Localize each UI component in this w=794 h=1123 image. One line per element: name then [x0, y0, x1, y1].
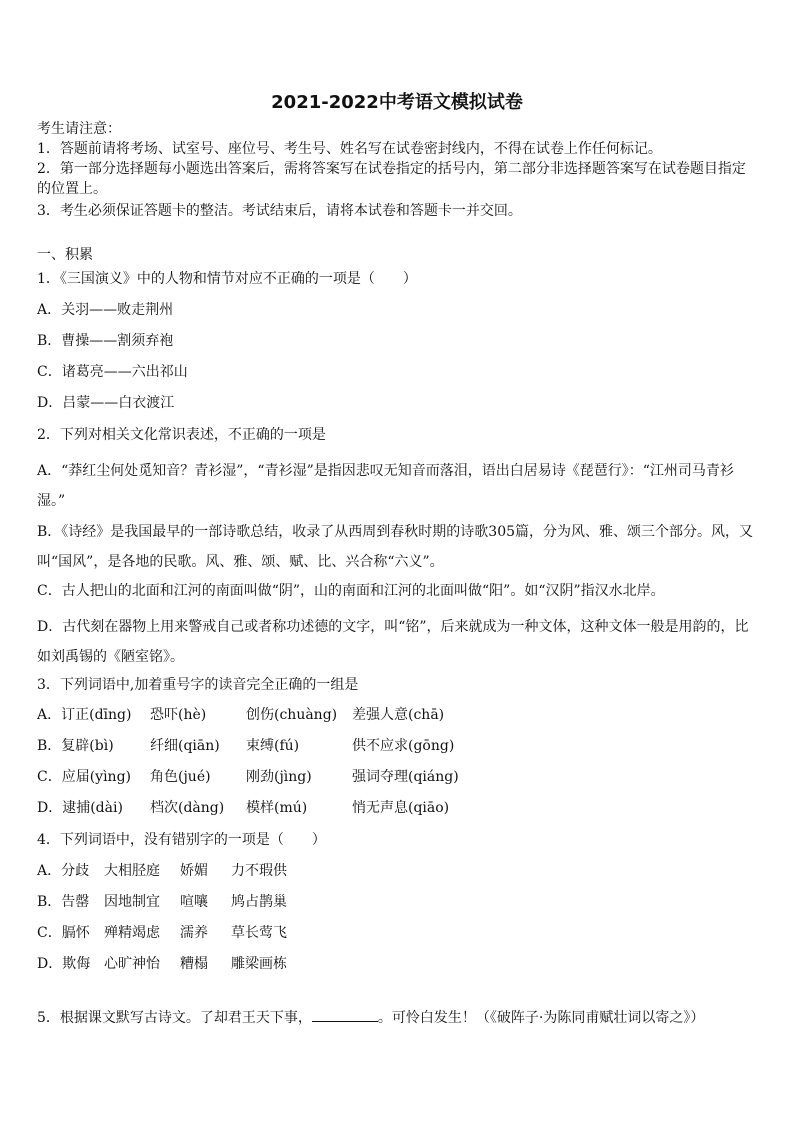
question-5-prompt: 5．根据课文默写古诗文。了却君王天下事， [37, 1010, 312, 1026]
option-word: 档次(dàng) [150, 800, 225, 816]
option-word: A．订正(dīng) [37, 707, 132, 723]
question-3-stem: 3．下列词语中,加着重号字的读音完全正确的一组是 [37, 677, 359, 693]
option-word: 强词夺理(qiáng) [352, 769, 459, 785]
notice-item: 1．答题前请将考场、试室号、座位号、考生号、姓名写在试卷密封线内，不得在试卷上作任何标记。 [37, 141, 662, 157]
question-3-option-c [37, 767, 759, 787]
question-2-option-b: B．《诗经》是我国最早的一部诗歌总结，收录了从西周到春秋时期的诗歌305篇，分为风、雅、颂三个部分。风，又叫“国风”，是各地的民歌。风、雅、颂、赋、比、兴合称“六义”。 [37, 524, 754, 570]
option-word: 供不应求(gōng) [352, 738, 455, 754]
option-word: B．告罄 [37, 894, 90, 910]
option-word: 角色(jué) [150, 769, 211, 785]
option-word: 模样(mú) [246, 800, 308, 816]
page-title: 2021-2022中考语文模拟试卷 [271, 92, 523, 113]
question-4-option-c [37, 923, 759, 943]
option-word: 殚精竭虑 [104, 925, 160, 941]
question-2-option-c: C．古人把山的北面和江河的南面叫做“阴”，山的南面和江河的北面叫做“阳”。如“汉阴”指汉水北岸。 [37, 583, 665, 599]
option-word: 刚劲(jìng) [246, 769, 312, 785]
option-word: 草长莺飞 [231, 925, 287, 941]
question-2-stem: 2．下列对相关文化常识表述，不正确的一项是 [37, 427, 326, 443]
question-1-option-c: C．诸葛亮——六出祁山 [37, 364, 188, 380]
option-word: 鸠占鹊巢 [231, 894, 287, 910]
question-4-option-d [37, 954, 759, 974]
option-word: 纤细(qiān) [150, 738, 220, 754]
question-1-option-a: A．关羽——败走荆州 [37, 302, 174, 318]
option-word: 差强人意(chā) [352, 707, 445, 723]
question-3-option-a [37, 705, 759, 725]
option-word: 力不瑕供 [231, 863, 287, 879]
option-word: 心旷神怡 [104, 956, 160, 972]
option-word: 糟榻 [180, 956, 208, 972]
option-word: C．膈怀 [37, 925, 90, 941]
question-1-option-b: B．曹操——割须弃袍 [37, 333, 174, 349]
question-4-stem: 4．下列词语中，没有错别字的一项是（ ） [37, 832, 326, 848]
option-word: 娇媚 [180, 863, 208, 879]
question-1-stem: 1．《三国演义》中的人物和情节对应不正确的一项是（ ） [37, 271, 417, 287]
question-5-suffix: 。可怜白发生！（《破阵子·为陈同甫赋壮词以寄之》） [377, 1010, 705, 1026]
option-word: 大相胫庭 [104, 863, 160, 879]
question-2-option-d: D．古代刻在器物上用来警戒自己或者称功述德的文字，叫“铭”，后来就成为一种文体，这种文体一般是用韵的，比如刘禹锡的《陋室铭》。 [37, 619, 749, 665]
option-word: 雕梁画栋 [231, 956, 287, 972]
option-word: 喧嚷 [180, 894, 208, 910]
question-3-option-d [37, 798, 759, 818]
question-1-option-d: D．吕蒙——白衣渡江 [37, 395, 175, 411]
option-word: 束缚(fú) [246, 738, 300, 754]
option-word: D．逮捕(dài) [37, 800, 123, 816]
question-2-option-a: A．“莽红尘何处觅知音？青衫湿”，“青衫湿”是指因悲叹无知音而落泪，语出白居易诗《琵琶行》：“江州司马青衫湿。” [37, 463, 734, 509]
option-word: D．欺侮 [37, 956, 91, 972]
option-word: 创伤(chuàng) [246, 707, 338, 723]
notice-heading: 考生请注意： [37, 121, 121, 137]
option-word: C．应届(yìng) [37, 769, 132, 785]
question-4-option-a [37, 861, 759, 881]
option-word: 因地制宜 [104, 894, 160, 910]
option-word: A．分歧 [37, 863, 90, 879]
option-word: 悄无声息(qiāo) [352, 800, 450, 816]
question-3-option-b [37, 736, 759, 756]
option-word: 恐吓(hè) [150, 707, 207, 723]
option-word: 濡养 [180, 925, 208, 941]
question-5 [37, 1007, 759, 1028]
section-heading: 一、积累 [37, 247, 93, 263]
notice-item: 2．第一部分选择题每小题选出答案后，需将答案写在试卷指定的括号内，第二部分非选择题答案写在试卷题目指定的位置上。 [37, 161, 746, 197]
question-4-option-b [37, 892, 759, 912]
notice-item: 3．考生必须保证答题卡的整洁。考试结束后，请将本试卷和答题卡一并交回。 [37, 203, 522, 219]
answer-blank[interactable] [312, 1007, 378, 1022]
option-word: B．复辟(bì) [37, 738, 114, 754]
